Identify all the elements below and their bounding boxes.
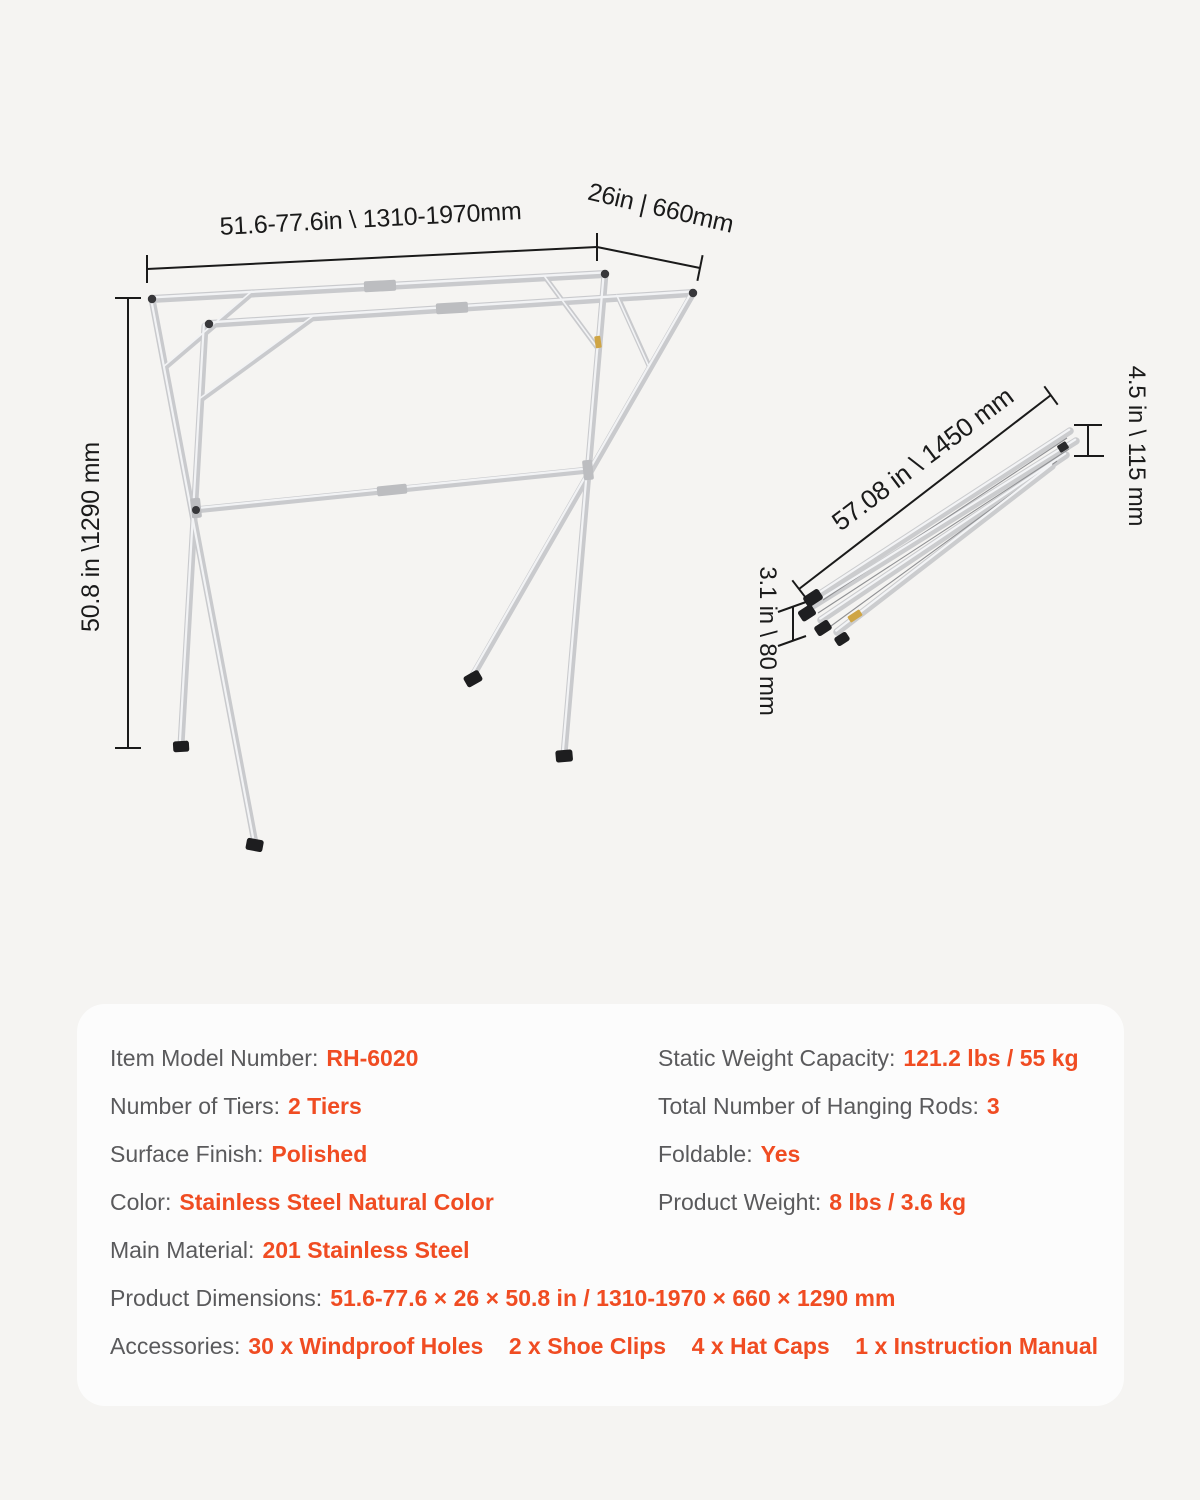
spec-label: Number of Tiers: — [110, 1092, 280, 1119]
folded-width-dimension-label: 3.1 in \ 80 mm — [754, 566, 781, 716]
depth-dimension-label: 26in | 660mm — [585, 177, 737, 239]
rubber-feet — [173, 669, 573, 852]
drying-rack-illustration — [148, 270, 697, 853]
spec-row — [110, 1226, 1098, 1274]
spec-value: 51.6-77.6 × 26 × 50.8 in / 1310-1970 × 660 × 1290 mm — [330, 1284, 896, 1311]
width-dimension-label: 51.6-77.6in \ 1310-1970mm — [218, 197, 523, 241]
sleeve-front-rail — [436, 302, 469, 315]
spec-value: Stainless Steel Natural Color — [179, 1188, 494, 1215]
brace-rear-left — [165, 293, 253, 368]
spec-card — [77, 1004, 1124, 1406]
spec-label: Product Dimensions: — [110, 1284, 323, 1311]
foot-rear-left — [173, 741, 190, 753]
spec-value: 8 lbs / 3.6 kg — [829, 1188, 967, 1215]
spec-value: RH-6020 — [326, 1044, 419, 1071]
tube-shade — [154, 276, 695, 845]
spec-label: Item Model Number: — [110, 1044, 319, 1071]
spec-value: Polished — [271, 1140, 368, 1167]
spec-value: 2 Tiers — [288, 1092, 362, 1119]
spec-label: Product Weight: — [658, 1188, 822, 1215]
tube-base — [152, 274, 693, 843]
spec-value: Yes — [760, 1140, 801, 1167]
spec-value: 121.2 lbs / 55 kg — [903, 1044, 1079, 1071]
spec-label: Static Weight Capacity: — [658, 1044, 896, 1071]
spec-value: 201 Stainless Steel — [262, 1236, 470, 1263]
tube-highlight — [151, 272, 692, 841]
width-dimension-line — [147, 247, 597, 269]
spec-label: Accessories: — [110, 1332, 241, 1359]
leg-front-left — [181, 326, 205, 745]
folded-length-dimension-label: 57.08 in \ 1450 mm — [826, 380, 1020, 537]
sleeve-rear-rail — [364, 280, 397, 293]
spec-row — [658, 1178, 1079, 1226]
spec-row — [110, 1274, 1098, 1322]
depth-dimension-line — [597, 247, 700, 268]
spec-row — [658, 1034, 1079, 1082]
foot-front-right — [463, 669, 484, 688]
spec-label: Total Number of Hanging Rods: — [658, 1092, 979, 1119]
height-dimension-label: 50.8 in \1290 mm — [77, 442, 105, 632]
sleeve-middle-rail — [377, 484, 408, 497]
foot-front-left — [245, 837, 264, 852]
leg-front-right — [472, 293, 693, 677]
spec-value: 3 — [986, 1092, 1000, 1119]
spec-label: Surface Finish: — [110, 1140, 264, 1167]
spec-row — [658, 1130, 1079, 1178]
spec-label: Foldable: — [658, 1140, 753, 1167]
folded-thickness-dimension-label: 4.5 in \ 115 mm — [1123, 365, 1150, 527]
spec-value: 30 x Windproof Holes 2 x Shoe Clips 4 x Hat Caps 1 x Instruction Manual — [248, 1332, 1099, 1359]
spec-column-right — [658, 1034, 1079, 1226]
spec-label: Color: — [110, 1188, 172, 1215]
spec-label: Main Material: — [110, 1236, 255, 1263]
foot-rear-right — [555, 749, 573, 762]
spec-row — [110, 1322, 1098, 1370]
brace-front-left — [201, 317, 315, 400]
spec-row — [658, 1082, 1079, 1130]
hinge-right — [582, 460, 594, 481]
